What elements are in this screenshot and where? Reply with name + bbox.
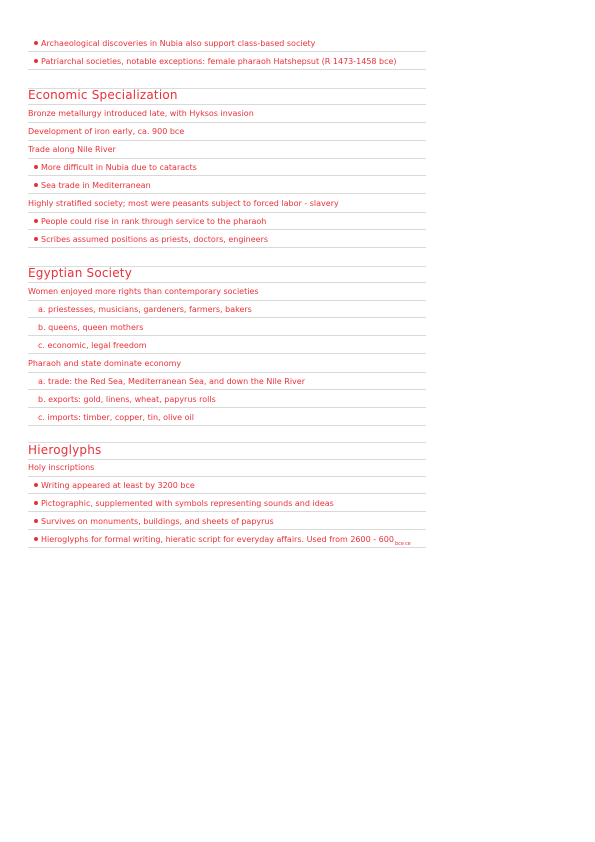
note-line (28, 144, 426, 159)
note-text: Writing appeared at least by 3200 bce (41, 481, 195, 490)
note-line (28, 480, 426, 494)
note-text: Pictographic, supplemented with symbols representing sounds and ideas (41, 499, 334, 508)
note-line (28, 498, 426, 512)
note-line (28, 322, 426, 336)
heading-text: Egyptian Society (28, 266, 133, 280)
section-heading-hieroglyphs (28, 443, 426, 460)
note-text: Development of iron early, ca. 900 bce (28, 127, 185, 136)
blank-line (28, 428, 426, 443)
note-line (28, 56, 426, 70)
note-text: More difficult in Nubia due to cataracts (41, 163, 197, 172)
note-line (28, 358, 426, 373)
note-line (28, 286, 426, 301)
note-text: Highly stratified society; most were peasants subject to forced labor - slavery (28, 199, 339, 208)
section-heading-egyptian-society (28, 266, 426, 283)
note-line (28, 394, 426, 408)
heading-text: Hieroglyphs (28, 443, 102, 457)
note-line (28, 126, 426, 141)
note-line (28, 376, 426, 390)
bullet-icon (34, 219, 38, 223)
note-text: Sea trade in Mediterranean (41, 181, 151, 190)
note-line (28, 462, 426, 477)
bullet-icon (34, 519, 38, 523)
note-text: c. economic, legal freedom (38, 341, 147, 350)
bullet-icon (34, 501, 38, 505)
note-line (28, 516, 426, 530)
bullet-icon (34, 537, 38, 541)
note-line (28, 412, 426, 426)
note-text: a. priestesses, musicians, gardeners, farmers, bakers (38, 305, 252, 314)
bullet-icon (34, 183, 38, 187)
bullet-icon (34, 59, 38, 63)
note-line (28, 38, 426, 52)
note-line (28, 162, 426, 176)
note-text: Archaeological discoveries in Nubia also support class-based society (41, 39, 316, 48)
bullet-icon (34, 41, 38, 45)
note-text: a. trade: the Red Sea, Mediterranean Sea, and down the Nile River (38, 377, 305, 386)
era-label: ce (404, 541, 411, 547)
note-text: Patriarchal societies, notable exceptions: female pharaoh Hatshepsut (R 1473-1458 bce) (41, 57, 397, 66)
section-heading-economic (28, 88, 426, 105)
blank-line (28, 74, 426, 89)
note-text: Holy inscriptions (28, 463, 95, 472)
note-line (28, 180, 426, 194)
note-line (28, 340, 426, 354)
note-text: b. queens, queen mothers (38, 323, 144, 332)
note-text: Pharaoh and state dominate economy (28, 359, 182, 368)
heading-text: Economic Specialization (28, 88, 178, 102)
note-text: People could rise in rank through service to the pharaoh (41, 217, 267, 226)
bullet-icon (34, 165, 38, 169)
note-text: c. imports: timber, copper, tin, olive oil (38, 413, 194, 422)
note-text: Survives on monuments, buildings, and sheets of papyrus (41, 517, 274, 526)
note-line (28, 304, 426, 318)
era-label: bce (394, 541, 404, 547)
note-text: Trade along Nile River (28, 145, 116, 154)
note-line (28, 216, 426, 230)
note-text: Women enjoyed more rights than contemporary societies (28, 287, 259, 296)
note-line (28, 234, 426, 248)
note-text: Scribes assumed positions as priests, doctors, engineers (41, 235, 269, 244)
note-line (28, 108, 426, 123)
note-line (28, 198, 426, 213)
note-text: b. exports: gold, linens, wheat, papyrus rolls (38, 395, 216, 404)
bullet-icon (34, 237, 38, 241)
note-line (28, 534, 426, 548)
note-text: Bronze metallurgy introduced late, with Hyksos invasion (28, 109, 254, 118)
bullet-icon (34, 483, 38, 487)
blank-line (28, 252, 426, 267)
note-text: Hieroglyphs for formal writing, hieratic script for everyday affairs. Used from 2600 - 600 (41, 535, 394, 544)
